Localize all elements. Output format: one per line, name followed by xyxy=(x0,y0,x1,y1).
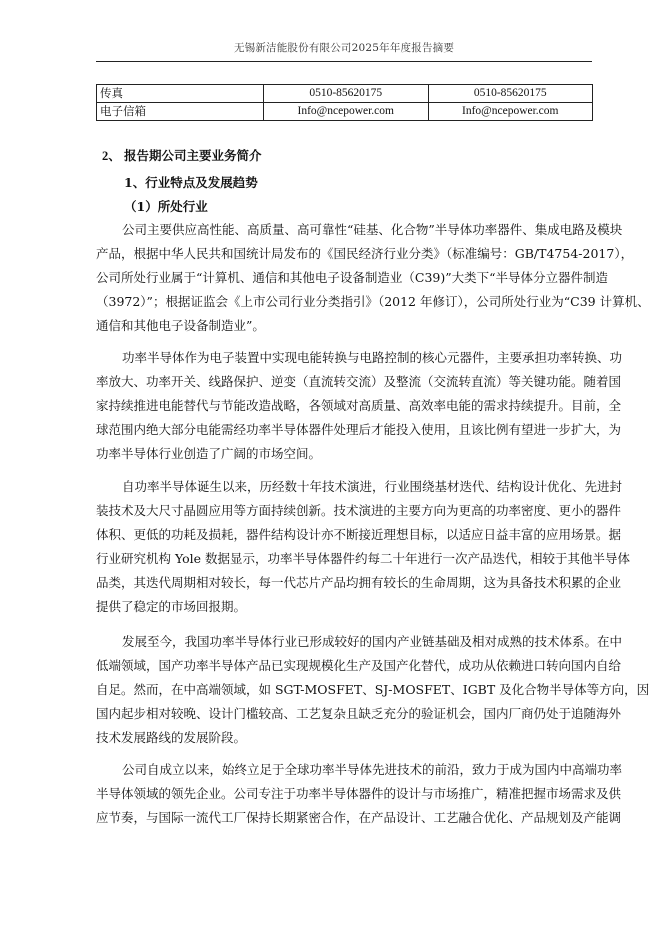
table-cell-label: 电子信箱 xyxy=(97,103,264,121)
paragraph-line: 品类，其迭代周期相对较长，每一代芯片产品均拥有较长的生命周期，这为具备技术积累的企业 xyxy=(96,575,622,590)
paragraph-line: 发展至今，我国功率半导体行业已形成较好的国内产业链基础及相对成熟的技术体系。在中 xyxy=(122,634,623,649)
header-divider xyxy=(96,61,592,62)
table-cell-value: 0510-85620175 xyxy=(428,85,593,103)
section-number: 2、 xyxy=(102,149,121,163)
paragraph-line: 球范围内绝大部分电能需经功率半导体器件处理后才能投入使用，且该比例有望进一步扩大，为 xyxy=(96,422,622,437)
paragraph-line: 公司主要供应高性能、高质量、高可靠性“硅基、化合物”半导体功率器件、集成电路及模块 xyxy=(122,222,623,237)
paragraph-line: 公司自成立以来，始终立足于全球功率半导体先进技术的前沿，致力于成为国内中高端功率 xyxy=(122,762,623,777)
table-cell-value: 0510-85620175 xyxy=(264,85,429,103)
paragraph-line: 低端领域，国产功率半导体产品已实现规模化生产及国产化替代，成功从依赖进口转向国内自给 xyxy=(96,658,622,673)
sub-subsection-heading: （1）所处行业 xyxy=(124,199,208,214)
paragraph-technology-evolution xyxy=(96,475,631,619)
section-heading xyxy=(102,146,262,164)
paragraph-line: （3972）”；根据证监会《上市公司行业分类指引》（2012 年修订），公司所处行业为“C39 计算机、 xyxy=(96,294,650,309)
paragraph-line: 家持续推进电能替代与节能改造战略，各领域对高质量、高效率电能的需求持续提升。目前，全 xyxy=(96,398,622,413)
paragraph-line: 半导体领域的领先企业。公司专注于功率半导体器件的设计与市场推广，精准把握市场需求及供 xyxy=(96,786,622,801)
paragraph-line: 自足。然而，在中高端领域，如 SGT-MOSFET、SJ-MOSFET、IGBT 及化合物半导体等方向，因 xyxy=(96,682,650,697)
paragraph-company-positioning xyxy=(96,758,623,830)
table-cell-label: 传真 xyxy=(97,85,264,103)
paragraph-line: 功率半导体行业创造了广阔的市场空间。 xyxy=(96,446,322,461)
paragraph-line: 装技术及大尺寸晶圆应用等方面持续创新。技术演进的主要方向为更高的功率密度、更小的器件 xyxy=(96,503,622,518)
paragraph-line: 功率半导体作为电子装置中实现电能转换与电路控制的核心元器件，主要承担功率转换、功 xyxy=(122,350,623,365)
section-title: 报告期公司主要业务简介 xyxy=(124,148,262,163)
paragraph-line: 国内起步相对较晚、设计门槛较高、工艺复杂且缺乏充分的验证机会，国内厂商仍处于追随海外 xyxy=(96,706,622,721)
paragraph-line: 体积、更低的功耗及损耗，器件结构设计亦不断接近理想目标，以适应日益丰富的应用场景。据 xyxy=(96,527,622,542)
paragraph-line: 技术发展路线的发展阶段。 xyxy=(96,730,247,745)
table-cell-value: Info@ncepower.com xyxy=(428,103,593,121)
paragraph-domestic-development xyxy=(96,630,650,750)
table-row xyxy=(97,85,593,103)
page-header: 无锡新洁能股份有限公司2025年年度报告摘要 xyxy=(233,42,455,54)
paragraph-industry-classification xyxy=(96,218,650,338)
table-cell-value: Info@ncepower.com xyxy=(264,103,429,121)
contact-table xyxy=(96,84,593,121)
paragraph-power-semiconductor-role xyxy=(96,346,623,466)
subsection-heading: 1、行业特点及发展趋势 xyxy=(124,175,258,190)
paragraph-line: 行业研究机构 Yole 数据显示，功率半导体器件约每二十年进行一次产品迭代，相较于其他半导体 xyxy=(96,551,631,566)
paragraph-line: 应节奏，与国际一流代工厂保持长期紧密合作，在产品设计、工艺融合优化、产品规划及产能调 xyxy=(96,810,622,825)
paragraph-line: 率放大、功率开关、线路保护、逆变（直流转交流）及整流（交流转直流）等关键功能。随着国 xyxy=(96,374,622,389)
paragraph-line: 公司所处行业属于“计算机、通信和其他电子设备制造业（C39)”大类下“半导体分立器件制造 xyxy=(96,270,609,285)
paragraph-line: 自功率半导体诞生以来，历经数十年技术演进，行业围绕基材迭代、结构设计优化、先进封 xyxy=(122,479,623,494)
paragraph-line: 产品，根据中华人民共和国统计局发布的《国民经济行业分类》（标准编号：GB/T4754-2017）， xyxy=(96,246,634,261)
paragraph-line: 通信和其他电子设备制造业”。 xyxy=(96,318,265,333)
paragraph-line: 提供了稳定的市场回报期。 xyxy=(96,599,247,614)
table-row xyxy=(97,103,593,121)
